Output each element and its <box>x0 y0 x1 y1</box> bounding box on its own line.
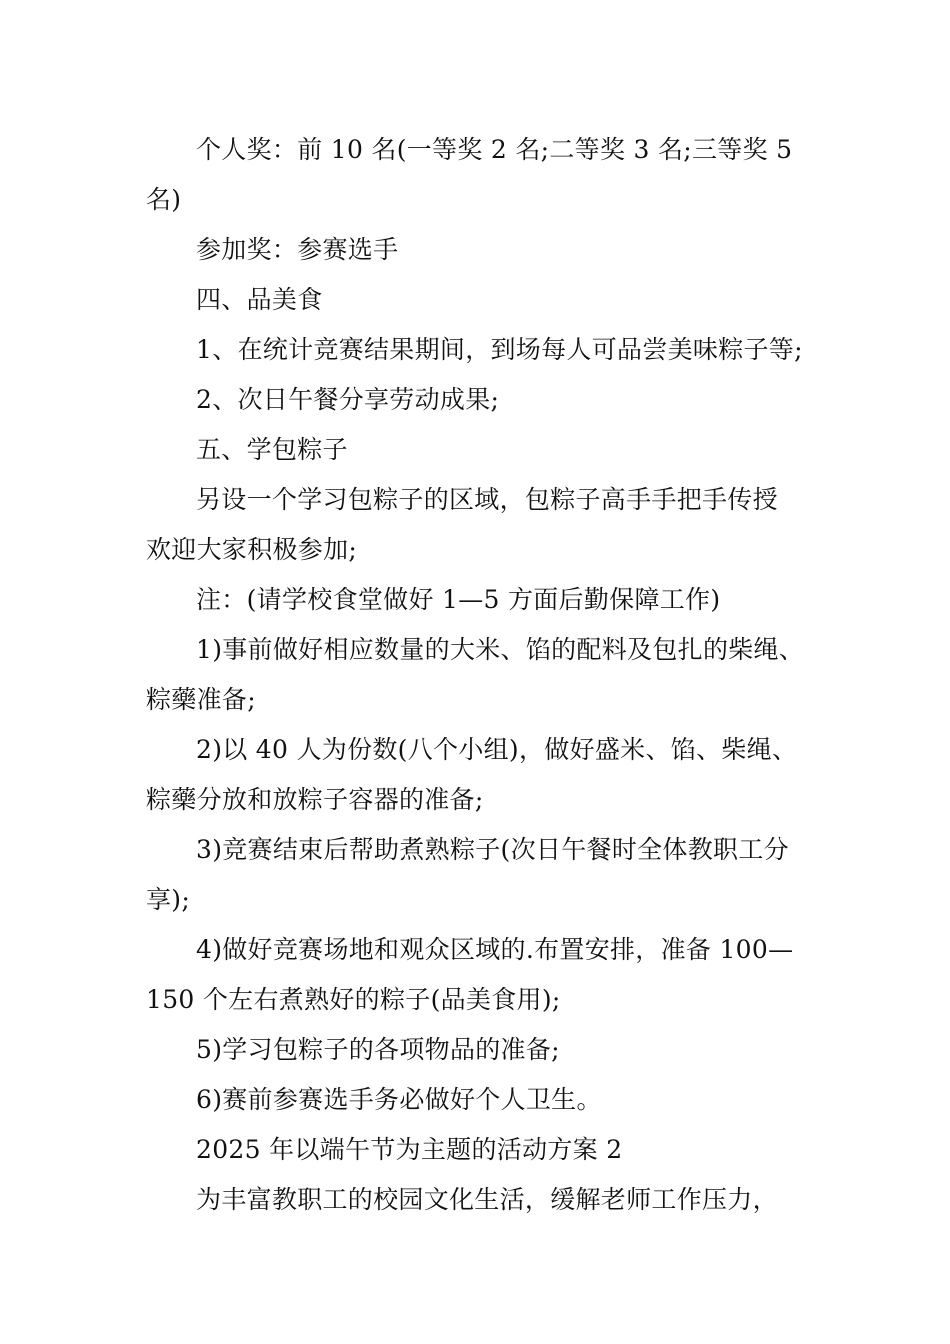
text-line: 欢迎大家积极参加; <box>146 535 358 564</box>
text-line: 150 个左右煮熟好的粽子(品美食用); <box>146 985 561 1014</box>
list-item <box>146 925 811 1025</box>
text-line: 个人奖：前 10 名(一等奖 2 名;二等奖 3 名;三等奖 5 <box>196 135 793 164</box>
text-line: 粽藥分放和放粽子容器的准备; <box>146 785 484 814</box>
text-line: 五、学包粽子 <box>196 435 348 464</box>
list-item <box>146 625 811 725</box>
document-body <box>146 125 811 1225</box>
text-line: 1、在统计竞赛结果期间，到场每人可品尝美味粽子等; <box>196 335 803 364</box>
text-line: 另设一个学习包粽子的区域，包粽子高手手把手传授 <box>196 485 778 514</box>
list-item <box>146 1075 811 1125</box>
text-line: 注：(请学校食堂做好 1—5 方面后勤保障工作) <box>196 585 721 614</box>
text-line: 5)学习包粽子的各项物品的准备; <box>196 1035 560 1064</box>
paragraph-participation-award <box>146 225 811 275</box>
text-line: 4)做好竞赛场地和观众区域的.布置安排，准备 100— <box>196 935 794 964</box>
text-line: 四、品美食 <box>196 285 323 314</box>
section-heading-learn-zongzi <box>146 425 811 475</box>
text-line: 享); <box>146 885 191 914</box>
section-title-plan-2 <box>146 1125 811 1175</box>
text-line: 3)竞赛结束后帮助煮熟粽子(次日午餐时全体教职工分 <box>196 835 789 864</box>
text-line: 参加奖：参赛选手 <box>196 235 399 264</box>
text-line: 为丰富教职工的校园文化生活，缓解老师工作压力， <box>196 1185 778 1214</box>
list-item <box>146 375 811 425</box>
text-line: 粽藥准备; <box>146 685 256 714</box>
paragraph-note <box>146 575 811 625</box>
list-item <box>146 725 811 825</box>
text-line: 2、次日午餐分享劳动成果; <box>196 385 500 414</box>
list-item <box>146 1025 811 1075</box>
text-line: 2)以 40 人为份数(八个小组)，做好盛米、馅、柴绳、 <box>196 735 798 764</box>
list-item <box>146 325 811 375</box>
paragraph-intro <box>146 1175 811 1225</box>
paragraph-learning-area <box>146 475 811 575</box>
section-heading-taste-food <box>146 275 811 325</box>
text-line: 1)事前做好相应数量的大米、馅的配料及包扎的柴绳、 <box>196 635 805 664</box>
list-item <box>146 825 811 925</box>
text-line: 2025 年以端午节为主题的活动方案 2 <box>196 1135 623 1164</box>
text-line: 名) <box>146 185 182 214</box>
paragraph-individual-award <box>146 125 811 225</box>
text-line: 6)赛前参赛选手务必做好个人卫生。 <box>196 1085 602 1114</box>
